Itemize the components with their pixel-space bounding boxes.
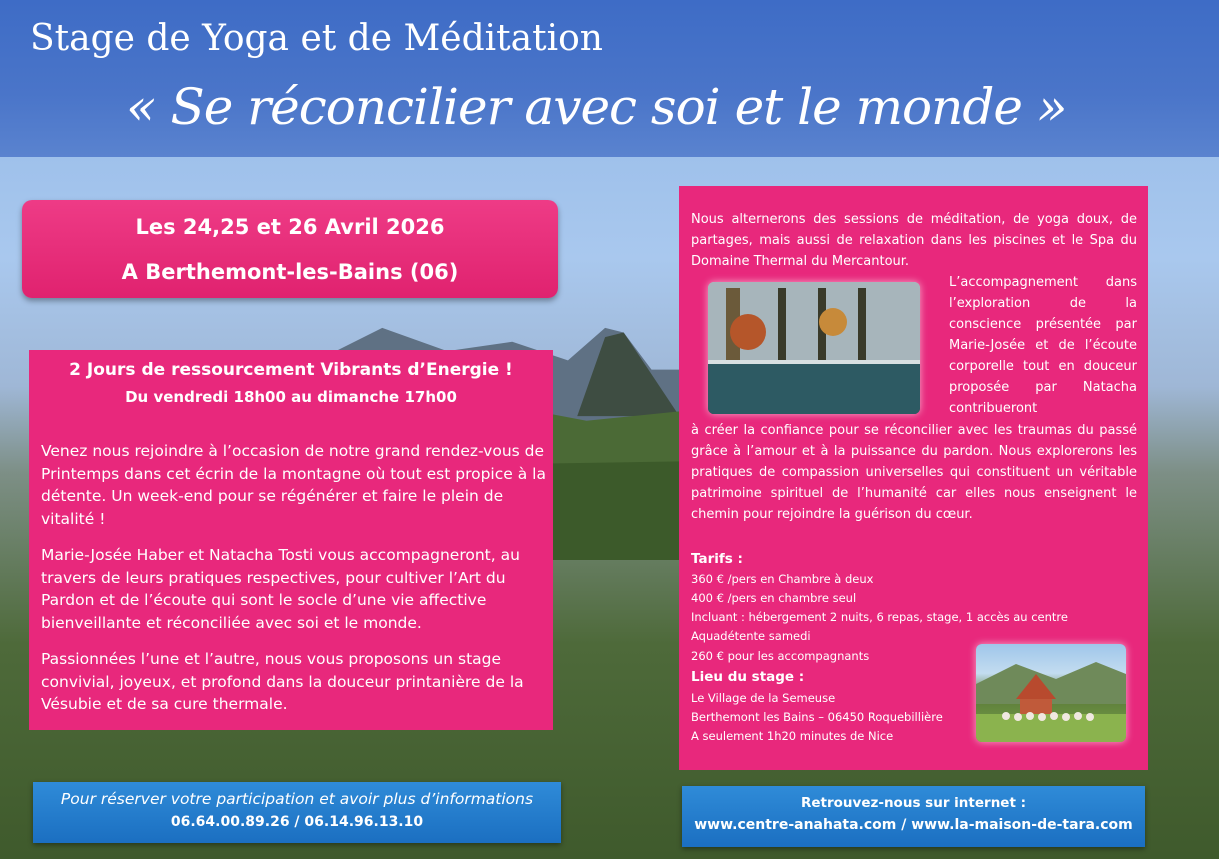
date-location-box: [22, 200, 558, 298]
header-banner: [0, 0, 1219, 157]
page-title: Stage de Yoga et de Méditation: [30, 18, 603, 59]
event-location: A Berthemont-les-Bains (06): [121, 260, 459, 284]
details-body: à créer la confiance pour se réconcilier avec les traumas du passé grâce à l’amour et à la puissance du pardon. Nous explorerons les pratiques de compassion universelles qui constituent un véritable patrimoine spirituel de l’humanité car elles nous enseignent le chemin pour rejoindre la guérison du cœur.: [691, 423, 1137, 522]
panel-schedule: Du vendredi 18h00 au dimanche 17h00: [125, 388, 457, 406]
tarif-double: 360 € /pers en Chambre à deux: [691, 572, 874, 586]
lieu-name: Le Village de la Semeuse: [691, 691, 836, 705]
website-label: Retrouvez-nous sur internet :: [800, 795, 1027, 811]
website-banner[interactable]: [682, 786, 1145, 847]
pool-photo: [708, 282, 920, 414]
lieu-address: Berthemont les Bains – 06450 Roquebillière: [691, 710, 943, 724]
tarifs-label: Tarifs :: [691, 551, 743, 567]
panel-heading: 2 Jours de ressourcement Vibrants d’Energie !: [69, 360, 513, 380]
paragraph-hosts: Marie-Josée Haber et Natacha Tosti vous accompagneront, au travers de leurs pratiques respectives, pour cultiver l’Art du Pardon et de l’écoute qui sont le socle d’une vie affective bienveillante et réconciliée avec soi et le monde.: [41, 546, 520, 632]
tarif-aqua: Aquadétente samedi: [691, 629, 811, 643]
paragraph-stage: Passionnées l’une et l’autre, nous vous proposons un stage convivial, joyeux, et profond dans la douceur printanière de la Vésubie et de sa cure thermale.: [41, 650, 524, 713]
tarif-companion: 260 € pour les accompagnants: [691, 649, 870, 663]
paragraph-intro: Venez nous rejoindre à l’occasion de notre grand rendez-vous de Printemps dans cet écrin de la montagne où tout est propice à la détente. Un week-end pour se régénérer et faire le plein de vitalité !: [41, 442, 546, 528]
tarif-single: 400 € /pers en chambre seul: [691, 591, 857, 605]
event-dates: Les 24,25 et 26 Avril 2026: [135, 215, 445, 239]
website-links[interactable]: www.centre-anahata.com / www.la-maison-de-tara.com: [694, 817, 1133, 833]
description-panel: [29, 350, 553, 730]
reservation-banner[interactable]: [33, 782, 561, 843]
phone-numbers[interactable]: 06.64.00.89.26 / 06.14.96.13.10: [170, 814, 424, 830]
lieu-distance: A seulement 1h20 minutes de Nice: [691, 729, 894, 743]
details-intro: Nous alternerons des sessions de méditation, de yoga doux, de partages, mais aussi de relaxation dans les piscines et le Spa du Domaine Thermal du Mercantour.: [691, 212, 1137, 269]
page-subtitle: « Se réconcilier avec soi et le monde »: [126, 78, 1067, 136]
details-panel: [679, 186, 1148, 770]
details-wrap-text: L’accompagnement dans l’exploration de la conscience présentée par Marie-Josée et de l’écoute corporelle tout en douceur proposée par Natacha contribueront: [949, 275, 1137, 416]
village-photo: [976, 644, 1126, 742]
lieu-label: Lieu du stage :: [691, 669, 805, 685]
reservation-text: Pour réserver votre participation et avoir plus d’informations: [60, 790, 534, 808]
tarif-includes: Incluant : hébergement 2 nuits, 6 repas, stage, 1 accès au centre: [691, 610, 1068, 624]
